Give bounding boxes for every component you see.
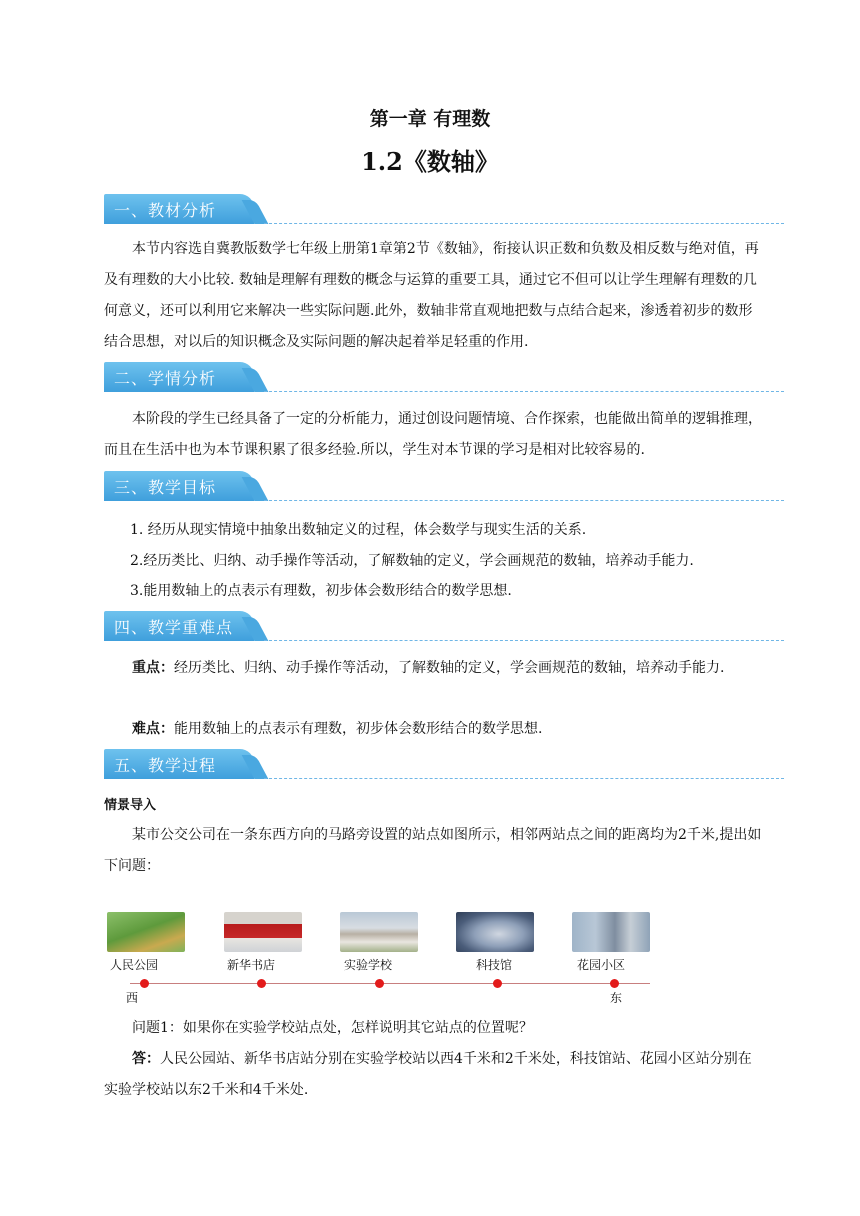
objective-item-2: 2.经历类比、归纳、动手操作等活动，了解数轴的定义，学会画规范的数轴，培养动手能力. (130, 553, 694, 569)
objective-item-3: 3.能用数轴上的点表示有理数，初步体会数形结合的数学思想. (130, 583, 512, 599)
station-label: 科技馆 (476, 958, 513, 972)
dashed-divider (264, 391, 784, 392)
station-dot (610, 979, 619, 988)
station-photo-bookstore (224, 912, 302, 952)
key-point-text: 经历类比、归纳、动手操作等活动，了解数轴的定义，学会画规范的数轴，培养动手能力. (174, 660, 725, 676)
scene-intro-heading: 情景导入 (104, 798, 157, 813)
chapter-title: 第一章 有理数 (369, 108, 491, 130)
section-title: 一、教材分析 (114, 201, 217, 220)
answer-paragraph (104, 1044, 764, 1106)
station-dot (375, 979, 384, 988)
key-point-paragraph (104, 653, 764, 684)
section-title: 二、学情分析 (114, 369, 217, 388)
station-label: 新华书店 (227, 958, 276, 972)
key-point-label: 重点： (132, 660, 174, 676)
lesson-title: 1.2《数轴》 (361, 147, 499, 176)
station-photo-science-museum (456, 912, 534, 952)
section-title: 三、教学目标 (114, 478, 217, 497)
section2-paragraph: 本阶段的学生已经具备了一定的分析能力，通过创设问题情境、合作探索，也能做出简单的逻辑推理，而且在生活中也为本节课积累了很多经验.所以，学生对本节课的学习是相对比较容易的. (104, 411, 762, 458)
station-label: 人民公园 (110, 958, 159, 972)
dashed-divider (264, 640, 784, 641)
dashed-divider (264, 778, 784, 779)
station-photo-school (340, 912, 418, 952)
station-photo-park (107, 912, 185, 952)
section-header-5 (104, 749, 784, 779)
station-label: 花园小区 (577, 958, 626, 972)
road-line (130, 983, 650, 984)
station-dot (257, 979, 266, 988)
section-title: 四、教学重难点 (114, 618, 234, 637)
section-header-3 (104, 471, 784, 501)
dashed-divider (264, 223, 784, 224)
section-title: 五、教学过程 (114, 756, 217, 775)
west-label: 西 (126, 991, 139, 1005)
scene-intro-paragraph: 某市公交公司在一条东西方向的马路旁设置的站点如图所示，相邻两站点之间的距离均为2千米,提出如下问题： (104, 827, 762, 874)
station-dot (493, 979, 502, 988)
difficult-point-paragraph (104, 714, 764, 745)
difficult-point-text: 能用数轴上的点表示有理数，初步体会数形结合的数学思想. (174, 721, 543, 737)
bus-stop-figure (104, 904, 664, 1004)
station-dot (140, 979, 149, 988)
dashed-divider (264, 500, 784, 501)
difficult-point-label: 难点： (132, 721, 174, 737)
east-label: 东 (610, 991, 623, 1005)
answer-text: 人民公园站、新华书店站分别在实验学校站以西4千米和2千米处，科技馆站、花园小区站分别在实验学校站以东2千米和4千米处. (104, 1051, 752, 1098)
station-photo-garden (572, 912, 650, 952)
question-1: 问题1：如果你在实验学校站点处，怎样说明其它站点的位置呢？ (132, 1020, 533, 1036)
objective-item-1: 1. 经历从现实情境中抽象出数轴定义的过程，体会数学与现实生活的关系. (130, 522, 587, 538)
station-label: 实验学校 (344, 958, 393, 972)
section-header-1 (104, 194, 784, 224)
answer-label: 答： (132, 1051, 160, 1067)
section1-paragraph: 本节内容选自冀教版数学七年级上册第1章第2节《数轴》，衔接认识正数和负数及相反数与绝对值，再及有理数的大小比较. 数轴是理解有理数的概念与运算的重要工具，通过它不但可以让学生理解有理数的几何意义，还可以利用它来解决一些实际问题.此外，数轴非常直观地把数与点结合起来，渗透着初步的数形结合思想，对以后的知识概念及实际问题的解决起着举足轻重的作用. (104, 241, 759, 350)
section-header-2 (104, 362, 784, 392)
section-header-4 (104, 611, 784, 641)
